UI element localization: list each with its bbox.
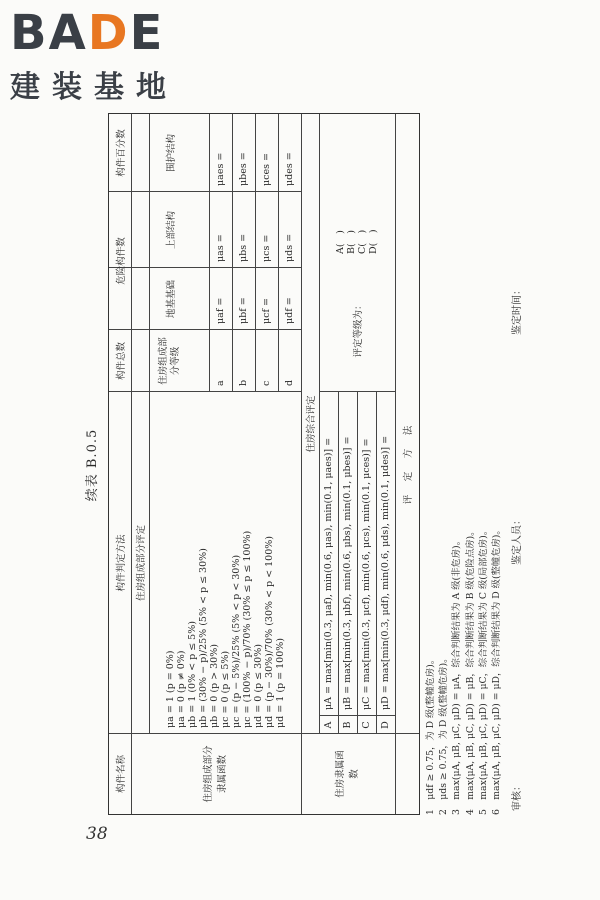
house-membership-label: 住房隶属函数 [335,750,360,798]
section-overall-assessment: 住房综合评定 [306,395,317,453]
evaluation-method-label: 评 定 方 法 [403,423,414,505]
grade-row-foundation: μcf = [261,298,272,324]
grade-row-label: c [261,380,272,386]
rating-options [319,134,395,254]
rating-option-c: C( ) [357,229,368,254]
grade-row-label: b [238,379,249,386]
note-item: 1 μdf ≥ 0.75，为 D 级(整幢危房)。 [425,654,436,815]
grade-row-superstructure: μcs = [261,234,272,262]
grade-row-enclosure: μaes = [215,152,226,186]
header-percentage: 构件百分数 [116,129,127,177]
overall-formula: μC = max[min(0.3, μcf), min(0.6, μcs), min(0.1, μces)] = [361,438,372,710]
mu-d-line-3: μd = 1 (p = 100%) [274,638,286,728]
mu-c-line-2: μc = (p − 5%)/25% (5% < p < 30%) [230,554,242,728]
mu-a-line-2: μa = 0 (p ≠ 0%) [175,650,187,728]
rotated-table-page [78,115,548,815]
mu-c-line-1: μc = 0 (p ≤ 5%) [219,650,231,728]
header-component-name: 构件名称 [116,755,127,794]
rating-option-d: D( ) [368,229,379,254]
note-item: 2 μds ≥ 0.75，为 D 级(整幢危房)。 [438,653,450,815]
grade-row-foundation: μaf = [215,297,226,324]
brand-logo [10,5,178,106]
note-item: 5 max(μA, μB, μC, μD) = μC，综合判断结果为 C 级(局部危房)。 [477,525,489,815]
note-item: 3 max(μA, μB, μC, μD) = μA，综合判断结果为 A 级(非危房)。 [451,536,463,815]
rating-option-a: A( ) [335,230,346,254]
grade-row-foundation: μbf = [238,297,249,324]
table-caption: 续表 B.0.5 [85,428,100,502]
mu-a-line-1: μa = 1 (p = 0%) [164,650,176,728]
overall-formula: μB = max[min(0.3, μbf), min(0.6, μbs), min(0.1, μbes)] = [342,436,353,710]
grade-row-label: a [215,380,226,386]
mu-b-line-3: μb = 0 (p > 30%) [208,644,220,728]
header-total-count: 构件总数 [116,342,127,381]
header-judgement-method: 构件判定方法 [116,534,127,592]
logo-subtitle: 建装基地 [10,70,178,105]
grade-row-enclosure: μces = [261,153,272,186]
grade-row-enclosure: μdes = [284,152,295,186]
mu-b-line-1: μb = 1 (0% < p ≤ 5%) [186,621,198,728]
appraiser-label: 鉴定人员： [512,515,523,565]
grade-row-enclosure: μbes = [238,152,249,186]
mu-c-line-3: μc = (100% − p)/70% (30% ≤ p ≤ 100%) [241,530,253,728]
membership-functions [151,398,299,728]
assessment-table [108,113,420,815]
grade-row-superstructure: μas = [215,234,226,262]
overall-formula: μA = max[min(0.3, μaf), min(0.6, μas), min(0.1, μaes)] = [323,437,334,710]
part-grade-label: 住房组成部分等级 [158,337,181,385]
note-item: 4 max(μA, μB, μC, μD) = μB，综合判断结果为 B 级(危险点房)。 [464,526,476,815]
section-part-assessment: 住房组成部分评定 [136,525,147,602]
date-label: 鉴定时间： [512,285,523,335]
grade-row-label: d [284,379,295,386]
grade-row-superstructure: μds = [284,233,295,262]
overall-grade: C [361,721,372,729]
mu-b-line-2: μb = (30% − p)/25% (5% < p ≤ 30%) [197,548,209,728]
overall-grade: B [342,721,353,729]
rating-option-b: B( ) [346,230,357,254]
rating-label: 评定等级为： [353,300,364,358]
header-dangerous-count: 危险构件数 [116,237,127,285]
col-foundation: 地基基础 [166,280,177,319]
overall-formula: μD = max[min(0.3, μdf), min(0.6, μds), min(0.1, μdes)] = [380,435,391,710]
reviewer-label: 审核： [512,781,523,811]
page-number: 38 [86,824,108,844]
note-item: 6 max(μA, μB, μC, μD) = μD，综合判断结果为 D 级(整幢危房)。 [491,525,503,815]
logo-wordmark: BADE [10,5,165,61]
col-enclosure: 围护结构 [166,134,177,173]
col-superstructure: 上部结构 [166,211,177,250]
notes [424,115,503,815]
overall-grade: A [323,721,334,729]
grade-row-foundation: μdf = [284,297,295,324]
mu-d-line-2: μd = (p − 30%)/70% (30% < p < 100%) [263,536,275,728]
membership-label: 住房组成部分隶属函数 [203,745,228,803]
mu-d-line-1: μd = 0 (p ≤ 30%) [252,644,264,728]
overall-grade: D [380,721,391,729]
grade-row-superstructure: μbs = [238,233,249,262]
